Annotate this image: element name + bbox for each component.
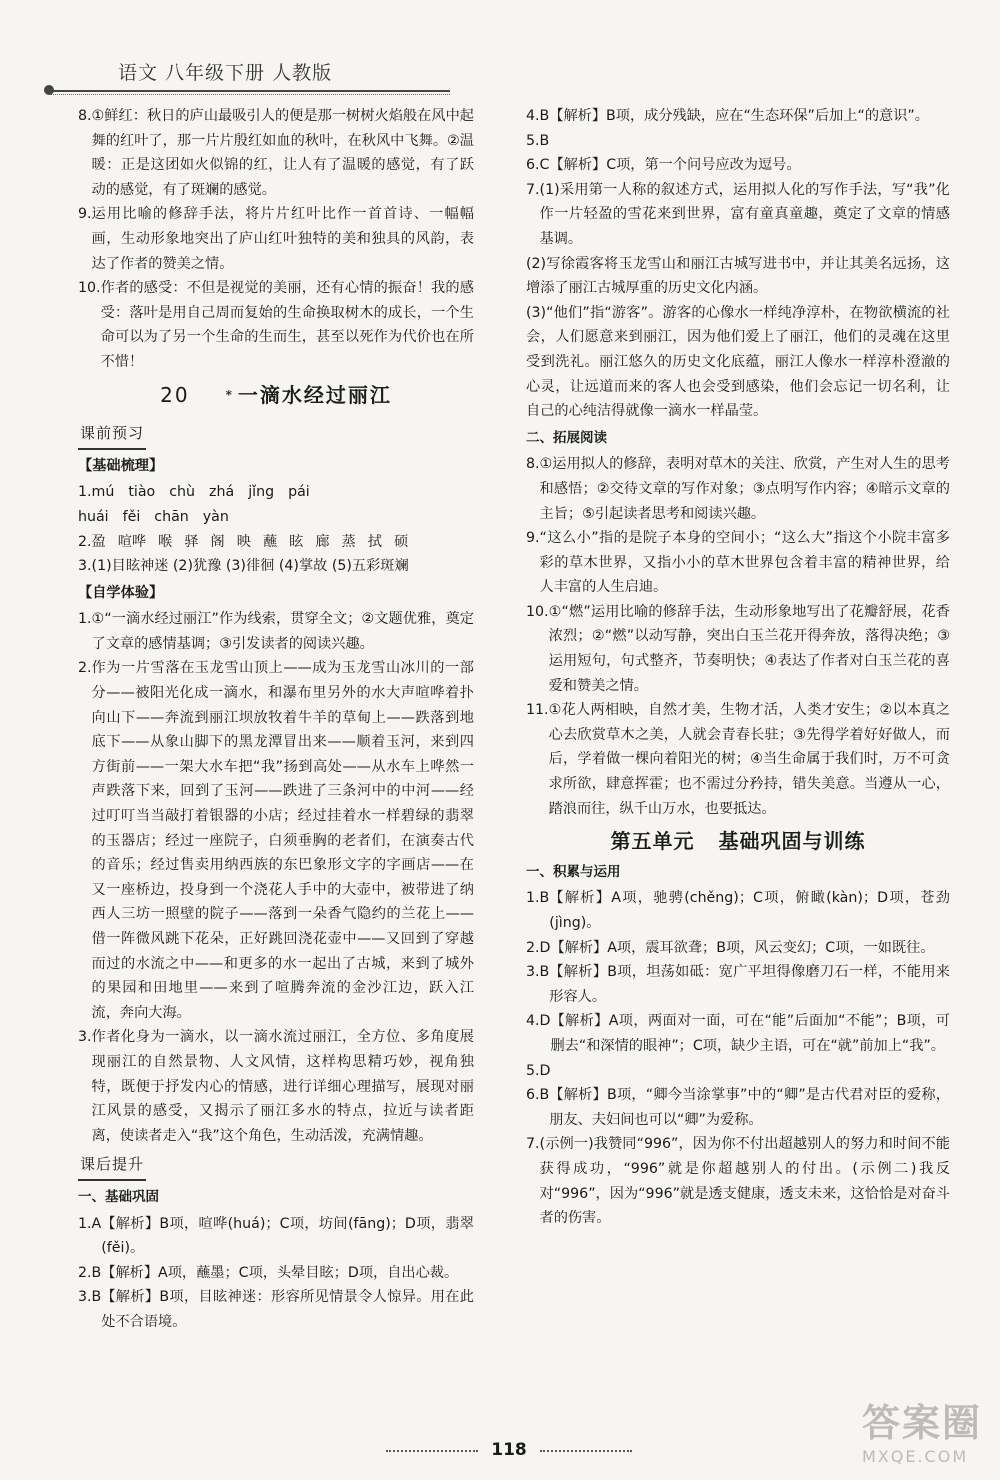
answer-number: 1. <box>78 611 92 628</box>
footer-dots-left <box>386 1450 478 1452</box>
answer-item <box>78 202 474 276</box>
answer-item <box>526 600 950 698</box>
answer-text: ①“一滴水经过丽江”作为线索，贯穿全文；②文题优雅，奠定了文章的感情基调；③引发读者的阅读兴趣。 <box>91 611 474 652</box>
extend-heading: 二、拓展阅读 <box>526 429 607 446</box>
answer-text <box>550 1059 950 1084</box>
watermark-text: 答案圈 <box>862 1401 983 1445</box>
answer-number: 10. <box>78 280 101 297</box>
answer-item <box>526 452 950 526</box>
header-title: 语文 八年级下册 人教版 <box>118 62 333 84</box>
accumulate-heading: 一、积累与运用 <box>526 863 621 880</box>
answer-text: (示例一)我赞同“996”，因为你不付出超越别人的努力和时间不能获得成功，“996”就是你超越别人的付出。(示例二)我反对“996”，因为“996”就是透支健康，透支未来，这恰恰是对奋斗者的伤害。 <box>539 1136 950 1227</box>
selfexp-heading: 【自学体验】 <box>78 584 164 601</box>
page-number: 118 <box>491 1440 527 1460</box>
answer-text: 【解析】B项，目眩神迷：形容所见情景令人惊异。用在此处不合语境。 <box>101 1289 474 1330</box>
char-token: 2.盈 <box>78 533 106 550</box>
answer-number: 2.D <box>526 939 551 956</box>
page-footer <box>0 1440 1000 1480</box>
pinyin-token: pái huái <box>78 484 310 525</box>
answer-text: 作为一片雪落在玉龙雪山顶上——成为玉龙雪山冰川的一部分——被阳光化成一滴水，和瀑布里另外的水大声喧哗着扑向山下——奔流到丽江坝放牧着牛羊的草甸上——跌落到地底下——从象山脚下的黑龙潭冒出来——顺着玉河，来到四方街前——一架大水车把“我”扬到高处——从水车上哗然一声跌落下来，回到了玉河——跌进了三条河中的中河——经过叮叮当当敲打着银器的小店；经过挂着水一样碧绿的翡翠的玉器店；经过一座院子，白须垂胸的老者们，在演奏古代的音乐；经过售卖用纳西族的东巴象形文字的字画店——在又一座桥边，投身到一个浇花人手中的大壶中，被带进了纳西人三坊一照壁的院子——落到一朵香气隐约的兰花上——借一阵微风跳下花朵，正好跳回浇花壶中——又回到了穿越而过的水流之中——和更多的水一起出了古城，来到了城外的果园和田地里——来到了喧腾奔流的金沙江边，跃入江流，奔向大海。 <box>91 660 474 1021</box>
answer-text: 【解析】B项，成分残缺，应在“生态环保”后加上“的意识”。 <box>549 108 929 124</box>
answer-item <box>78 1261 474 1286</box>
answer-number: 8. <box>526 456 540 473</box>
right-answers-mid <box>526 452 950 821</box>
char-token: 驿 <box>184 533 199 550</box>
left-answers-mid <box>78 607 474 1148</box>
answer-text: “这么小”指的是院子本身的空间小；“这么大”指这个小院丰富多彩的草木世界，又指小小的草木世界包含着丰富的精神世界，给人丰富的人生启迪。 <box>539 530 950 596</box>
answer-item <box>78 607 474 656</box>
unit-title-b: 基础巩固与训练 <box>718 829 866 854</box>
char-token: 映 <box>236 533 251 550</box>
watermark-logo <box>862 1392 992 1472</box>
answer-number: 4.B <box>526 108 550 124</box>
char-token: 蒸 <box>341 533 356 550</box>
pinyin-token: chān <box>154 508 189 525</box>
answer-number: 5.D <box>526 1062 551 1079</box>
answer-item <box>526 1083 950 1132</box>
answer-text: ①花人两相映，自然才美，生物才活，人类才安生；②以本真之心去欣赏草木之美，人就会青春长驻；③先得学着好好做人，而后，学着做一棵向着阳光的树；④当生命属于我们时，万不可贪求所欲，肆意挥霍；也不需过分矜持，错失美意。当遵从一心，踏浪而往，纵千山万水，也要抵达。 <box>548 702 950 817</box>
char-token: 喉 <box>158 533 173 550</box>
lesson-number: 20 <box>160 382 190 407</box>
char-token: 阁 <box>210 533 225 550</box>
answer-text: 【解析】A项，震耳欲聋；B项，风云变幻；C项，一如既往。 <box>550 939 935 956</box>
answer-number: 7. <box>526 181 540 198</box>
answer-text <box>549 129 950 154</box>
answer-item <box>78 1025 474 1148</box>
right-answers-bottom <box>526 886 950 1230</box>
pinyin-token: tiào <box>128 484 156 501</box>
answer-text: (2)写徐霞客将玉龙雪山和丽江古城写进书中，并让其美名远扬，这增添了丽江古城厚重的历史文化内涵。 <box>526 255 950 297</box>
answer-text: (1)采用第一人称的叙述方式，运用拟人化的写作手法，写“我”化作一片轻盈的雪花来到世界，富有童真童趣，奠定了文章的情感基调。 <box>539 181 950 247</box>
answer-text: 【解析】B项，“卿今当涂掌事”中的“卿”是古代君对臣的爱称，朋友、夫妇间也可以“卿”为爱称。 <box>549 1087 950 1128</box>
header-dotted-rule <box>50 94 450 95</box>
left-answers-top <box>78 104 474 375</box>
pinyin-token: chù <box>169 484 196 501</box>
answer-number: 6.C <box>526 157 550 174</box>
answer-number: 3. <box>78 1029 92 1046</box>
pinyin-token: fěi <box>122 508 141 525</box>
basic-heading: 【基础梳理】 <box>78 457 164 474</box>
left-column <box>78 104 474 1335</box>
right-column <box>526 104 950 1231</box>
answer-item <box>526 1009 950 1058</box>
answer-text: (3)“他们”指“游客”。游客的心像水一样纯净淳朴，在物欲横流的社会，人们愿意来到丽江，因为他们爱上了丽江，他们的灵魂在这里受到洗礼。丽江悠久的历史文化底蕴，丽江人像水一样淳朴澄澈的心灵，让远道而来的客人也会受到感染，他们会忘记一切名利，让自己的心纯洁得就像一滴水一样晶莹。 <box>526 304 950 420</box>
answer-item <box>526 104 950 129</box>
answer-number: 1.B <box>526 890 550 907</box>
unit-title <box>526 829 950 854</box>
answer-item <box>526 301 950 424</box>
answer-item <box>78 276 474 374</box>
section-tab-preview: 课前预习 <box>78 421 146 450</box>
answer-number: 10. <box>526 603 549 620</box>
answer-number: 1.A <box>78 1215 102 1232</box>
pinyin-token: jǐng <box>248 484 275 501</box>
consolidate-heading: 一、基础巩固 <box>78 1188 159 1205</box>
answer-item <box>526 129 950 154</box>
answer-text: 【解析】A项，驰骋(chěng)；C项，俯瞰(kàn)；D项，苍劲(jìng)。 <box>549 890 950 931</box>
answer-item <box>526 886 950 935</box>
answer-text: 运用比喻的修辞手法，将片片红叶比作一首首诗、一幅幅画，生动形象地突出了庐山红叶独特的美和独具的风韵，表达了作者的赞美之情。 <box>91 206 474 272</box>
answer-number: 9. <box>526 530 540 547</box>
answer-item <box>526 960 950 1009</box>
char-token: 拭 <box>367 533 382 550</box>
answer-item <box>526 1059 950 1084</box>
lesson-star: * <box>225 387 234 402</box>
pinyin-token: 1.mú <box>78 484 115 501</box>
right-answers-top <box>526 104 950 424</box>
answer-number: 4.D <box>526 1013 551 1030</box>
pinyin-token: zhá <box>209 484 235 501</box>
answer-item <box>526 936 950 961</box>
pinyin-token: yàn <box>202 508 229 525</box>
answer-number: 6.B <box>526 1087 550 1104</box>
answer-text: 【解析】C项，第一个问号应改为逗号。 <box>549 157 801 174</box>
answer-item <box>526 526 950 600</box>
answer-text: 【解析】B项，坦荡如砥：宽广平坦得像磨刀石一样，不能用来形容人。 <box>549 964 950 1005</box>
answer-text: 作者化身为一滴水，以一滴水流过丽江，全方位、多角度展现丽江的自然景物、人文风情，这样构思精巧妙，视角独特，既便于抒发内心的情感，进行详细心理描写，展现对丽江风景的感受，又揭示了丽江多水的特点，拉近与读者距离，使读者走入“我”这个角色，生动活泼，充满情趣。 <box>91 1029 474 1144</box>
answer-item <box>78 1212 474 1261</box>
pinyin-row <box>78 480 474 529</box>
answer-number: 8. <box>78 108 92 124</box>
answer-text: ①运用拟人的修辞，表明对草木的关注、欣赏，产生对人生的思考和感悟；②交待文章的写作对象；③点明写作内容；④暗示文章的主旨；⑤引起读者思考和阅读兴趣。 <box>539 456 950 522</box>
answer-number: 2. <box>78 660 92 677</box>
page-header <box>50 42 450 92</box>
answer-item <box>526 1132 950 1230</box>
vocab-line: 3.(1)目眩神迷 (2)犹豫 (3)徘徊 (4)掌故 (5)五彩斑斓 <box>78 558 409 575</box>
answer-number: 9. <box>78 206 92 223</box>
answer-number: 2.B <box>78 1264 102 1281</box>
answer-text: 作者的感受：不但是视觉的美丽，还有心情的振奋！我的感受：落叶是用自己周而复始的生命换取树木的成长，一个生命可以为了另一个生命的生而生，甚至以死作为代价也在所不惜！ <box>100 280 474 370</box>
answer-item <box>526 698 950 821</box>
answer-item <box>526 178 950 252</box>
answer-item <box>78 1285 474 1334</box>
answer-text: ①“燃”运用比喻的修辞手法，生动形象地写出了花瓣舒展，花香浓烈；②“燃”以动写静，突出白玉兰花开得奔放，落得决绝；③运用短句，句式整齐，节奏明快；④表达了作者对白玉兰花的喜爱和赞美之情。 <box>548 603 950 694</box>
header-rule <box>50 90 450 92</box>
section-tab-after: 课后提升 <box>78 1152 146 1181</box>
lesson-title-text: 一滴水经过丽江 <box>237 382 392 407</box>
answer-number: 3.B <box>78 1289 102 1306</box>
answer-number: 3.B <box>526 964 550 981</box>
watermark-url: MXQE.COM <box>862 1447 969 1466</box>
answer-text: 【解析】A项，蘸墨；C项，头晕目眩；D项，自出心裁。 <box>101 1264 459 1281</box>
answer-item <box>78 104 474 202</box>
answer-item <box>526 252 950 301</box>
answer-item <box>526 153 950 178</box>
answer-text: ①鲜红：秋日的庐山最吸引人的便是那一树树火焰般在风中起舞的红叶了，那一片片殷红如血的秋叶，在秋风中飞舞。②温暖：正是这团如火似锦的红，让人有了温暖的感觉，有了跃动的感觉，有了斑斓的感觉。 <box>91 108 474 198</box>
answer-text: 【解析】A项，两面对一面，可在“能”后面加“不能”；B项，可删去“和深情的眼神”；C项，缺少主语，可在“就”前加上“我”。 <box>550 1013 950 1054</box>
answer-number: 5.B <box>526 132 550 149</box>
unit-title-a: 第五单元 <box>610 829 695 854</box>
chars-row <box>78 530 474 555</box>
footer-dots-right <box>540 1450 632 1452</box>
answer-number: 11. <box>526 702 549 719</box>
char-token: 蘸 <box>262 533 278 550</box>
char-token: 廊 <box>315 533 330 550</box>
answer-item <box>78 656 474 1025</box>
answer-number: 7. <box>526 1136 540 1153</box>
left-answers-bottom <box>78 1212 474 1335</box>
char-token: 眩 <box>289 533 304 550</box>
lesson-title <box>78 383 474 408</box>
char-token: 喧哗 <box>117 533 147 550</box>
char-token: 硕 <box>393 533 409 550</box>
answer-text: 【解析】B项，喧哗(huá)；C项，坊间(fāng)；D项，翡翠(fěi)。 <box>101 1215 474 1257</box>
